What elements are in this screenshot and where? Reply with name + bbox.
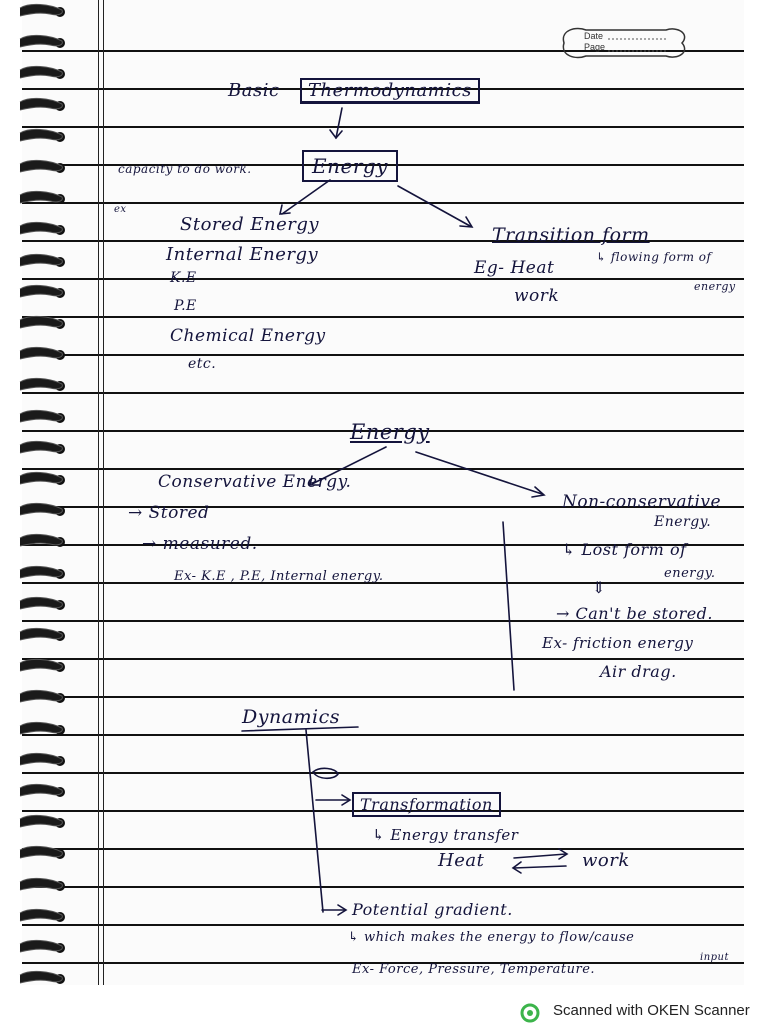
stored-energy-item: Chemical Energy [170, 326, 326, 346]
stored-energy-item: Internal Energy [166, 244, 319, 265]
gradient-example: Ex- Force, Pressure, Temperature. [352, 962, 596, 977]
work-label: work [582, 850, 630, 871]
abbrev-ex: ex [114, 204, 127, 215]
conservative-example: Ex- K.E , P.E, Internal energy. [174, 569, 384, 584]
lost-form: ↳ Lost form of [562, 540, 687, 559]
conservative-point-measured: → measured. [142, 534, 258, 554]
transition-example-work: work [514, 286, 560, 306]
stored-energy-item: K.E [170, 270, 197, 286]
title-basic: Basic [228, 80, 280, 101]
gradient-note: ↳ which makes the energy to flow/cause [348, 930, 635, 945]
example-friction: Ex- friction energy [542, 634, 694, 652]
energy-definition: capacity to do work. [118, 162, 252, 176]
title-thermodynamics: Thermodynamics [300, 78, 480, 104]
non-conservative-energy: Energy. [654, 514, 712, 530]
page-label: Page [584, 42, 606, 52]
heat-label: Heat [438, 850, 485, 871]
stored-energy-item: etc. [188, 356, 217, 372]
transition-example-heat: Eg- Heat [474, 258, 555, 278]
conservative-point-stored: → Stored [128, 503, 210, 523]
dynamics-heading: Dynamics [242, 706, 341, 728]
transition-note: ↳ flowing form of [596, 250, 712, 264]
example-air-drag: Air drag. [600, 662, 677, 681]
energy-transfer: ↳ Energy transfer [372, 826, 519, 844]
double-down-arrow: ⇓ [592, 578, 606, 597]
conservative-energy: Conservative Energy. [158, 472, 352, 492]
non-conservative: Non-conservative [562, 492, 722, 512]
stored-energy-item: Stored Energy [180, 214, 320, 235]
potential-gradient: Potential gradient. [352, 900, 513, 919]
date-label: Date [584, 31, 604, 41]
input-note: input [700, 952, 729, 963]
transition-note-energy: energy [694, 280, 736, 293]
scanner-watermark: Scanned with OKEN Scanner [553, 1002, 750, 1019]
energy-box: Energy [302, 150, 398, 182]
transition-form-title: Transition form [492, 224, 650, 246]
cant-be-stored: → Can't be stored. [556, 604, 714, 623]
energy-heading: Energy [350, 420, 430, 444]
lost-form-energy: energy. [664, 566, 716, 581]
stored-energy-item: P.E [174, 298, 197, 314]
transformation-box: Transformation [352, 792, 501, 817]
scanner-logo-icon [520, 1003, 540, 1023]
